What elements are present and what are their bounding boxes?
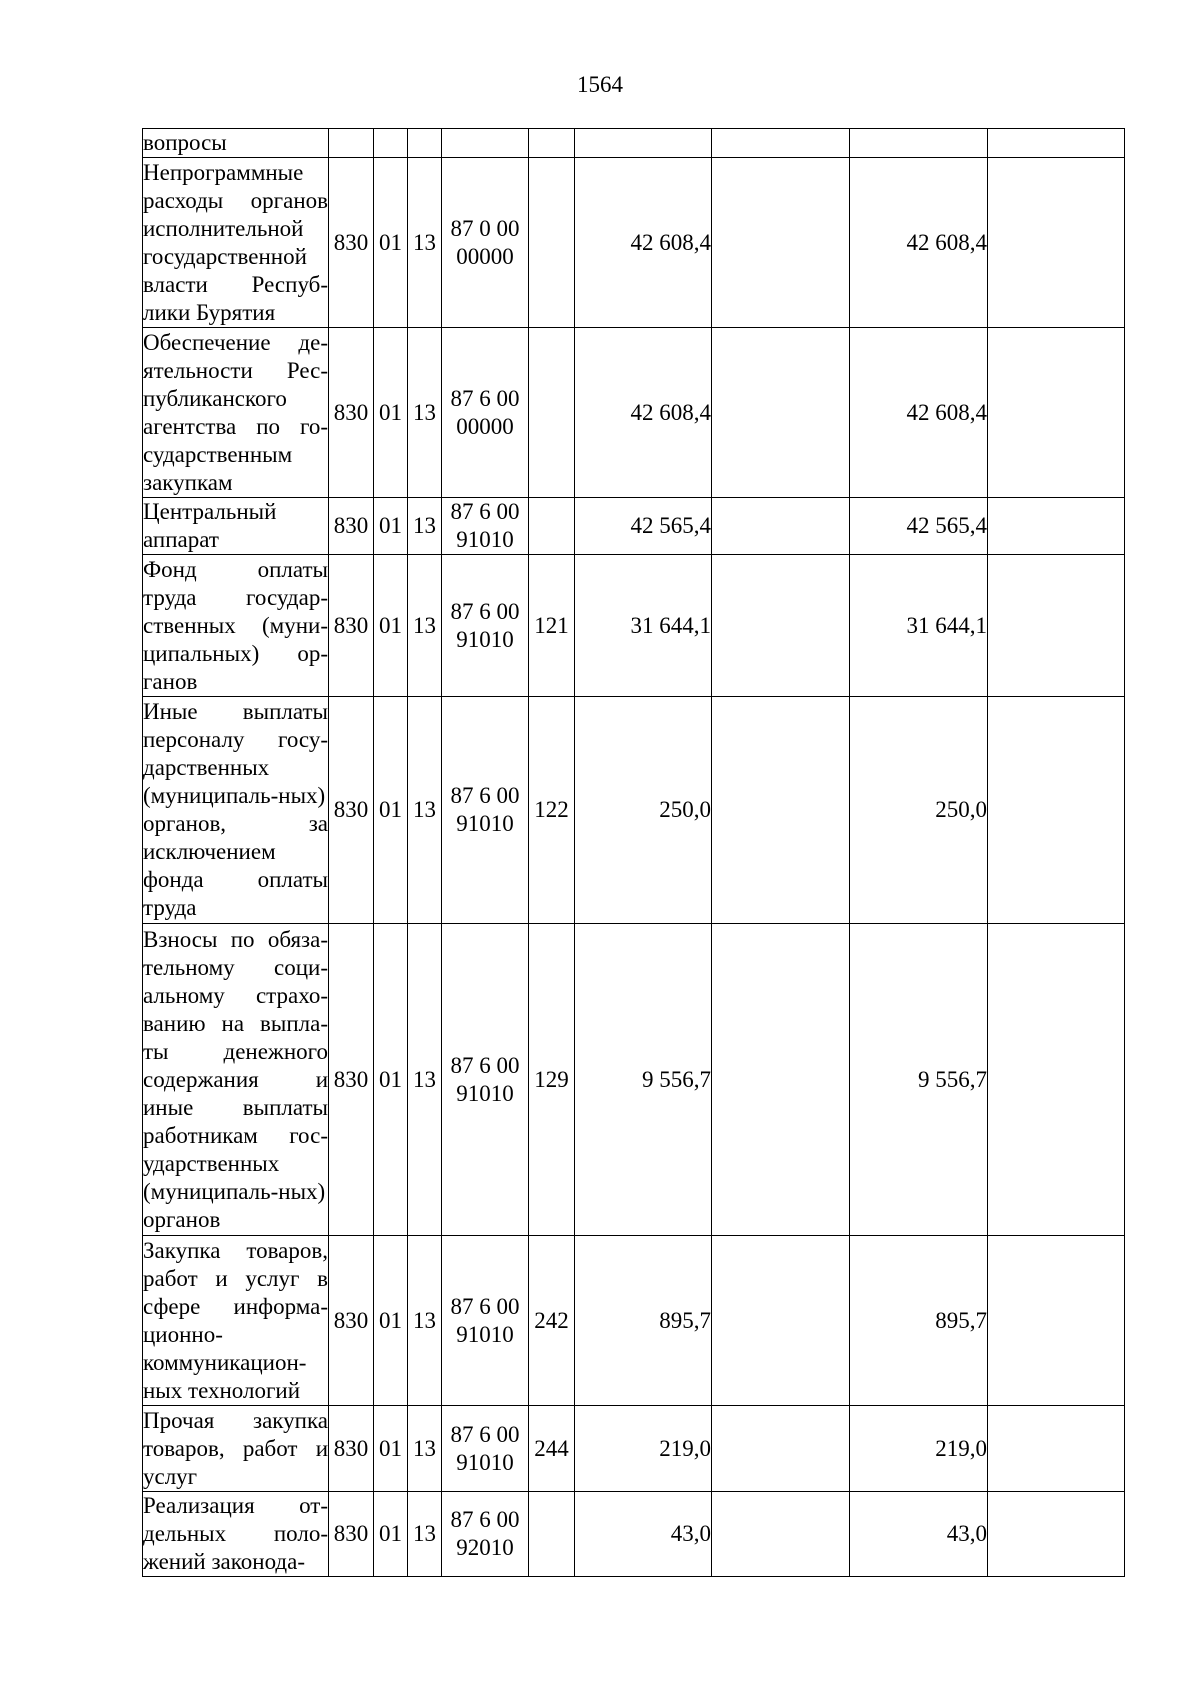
target-article-line: 87 6 00: [450, 499, 520, 524]
section-code-cell: 01: [374, 328, 408, 498]
target-article-line: 91010: [456, 811, 514, 836]
section-code-cell: 01: [374, 498, 408, 555]
target-article-line: 00000: [456, 413, 514, 439]
table-row: [143, 328, 1125, 498]
target-article-line: 87 6 00: [450, 1293, 520, 1319]
page-number: 1564: [577, 72, 623, 97]
amount-cell: 42 608,4: [575, 158, 712, 328]
amount-cell: [712, 1492, 850, 1577]
target-article-cell: [442, 1492, 529, 1577]
amount-cell: 43,0: [575, 1492, 712, 1577]
empty-cell: [988, 555, 1125, 697]
empty-cell: [988, 1406, 1125, 1492]
target-article-line: 91010: [456, 527, 514, 552]
table-row: [143, 555, 1125, 697]
amount-cell: [712, 1236, 850, 1406]
expense-type-cell: [529, 129, 575, 158]
target-article-line: 00000: [456, 243, 514, 269]
row-name-cell: Прочая закупка товаров, работ и услуг: [143, 1406, 329, 1492]
expense-type-cell: [529, 498, 575, 555]
target-article-cell: [442, 498, 529, 555]
section-code-cell: 01: [374, 1236, 408, 1406]
target-article-line: 87 6 00: [450, 783, 520, 808]
amount-cell: 31 644,1: [575, 555, 712, 697]
subsection-code-cell: 13: [408, 498, 442, 555]
empty-cell: [988, 697, 1125, 924]
expense-type-cell: 244: [529, 1406, 575, 1492]
expense-type-cell: [529, 158, 575, 328]
budget-table: [142, 128, 1125, 1577]
section-code-cell: 01: [374, 1406, 408, 1492]
amount-cell: 9 556,7: [850, 924, 988, 1236]
target-article-cell: [442, 158, 529, 328]
section-code-cell: 01: [374, 158, 408, 328]
empty-cell: [988, 158, 1125, 328]
subsection-code-cell: 13: [408, 158, 442, 328]
target-article-cell: [442, 924, 529, 1236]
target-article-cell: [442, 555, 529, 697]
grbs-code-cell: 830: [329, 1492, 374, 1577]
expense-type-cell: 242: [529, 1236, 575, 1406]
amount-cell: [575, 129, 712, 158]
section-code-cell: 01: [374, 924, 408, 1236]
table-row: [143, 1406, 1125, 1492]
amount-cell: [712, 555, 850, 697]
table-row: [143, 498, 1125, 555]
row-name-cell: Иные выплаты персоналу госу-дарственных (муниципаль-ных) органов, за исключением фонда оплаты труда: [143, 697, 329, 924]
empty-cell: [988, 498, 1125, 555]
table-row: [143, 1492, 1125, 1577]
target-article-line: 87 0 00: [450, 215, 520, 241]
grbs-code-cell: 830: [329, 158, 374, 328]
amount-cell: 219,0: [850, 1406, 988, 1492]
section-code-cell: [374, 129, 408, 158]
amount-cell: 42 608,4: [850, 158, 988, 328]
table-row: [143, 924, 1125, 1236]
grbs-code-cell: 830: [329, 328, 374, 498]
empty-cell: [988, 328, 1125, 498]
row-name-cell: Фонд оплаты труда государ-ственных (муни-ципальных) ор-ганов: [143, 555, 329, 697]
subsection-code-cell: 13: [408, 328, 442, 498]
amount-cell: 219,0: [575, 1406, 712, 1492]
empty-cell: [988, 1236, 1125, 1406]
target-article-line: 87 6 00: [450, 1052, 520, 1078]
amount-cell: [850, 129, 988, 158]
expense-type-cell: [529, 1492, 575, 1577]
target-article-cell: [442, 328, 529, 498]
empty-cell: [988, 1492, 1125, 1577]
subsection-code-cell: 13: [408, 1236, 442, 1406]
amount-cell: 895,7: [850, 1236, 988, 1406]
amount-cell: [712, 1406, 850, 1492]
row-name-cell: вопросы: [143, 129, 329, 158]
row-name-cell: Центральный аппарат: [143, 498, 329, 555]
table-row: [143, 158, 1125, 328]
expense-type-cell: 122: [529, 697, 575, 924]
row-name-cell: Реализация от-дельных поло-жений законода-: [143, 1492, 329, 1577]
amount-cell: 31 644,1: [850, 555, 988, 697]
target-article-line: 91010: [456, 626, 514, 652]
subsection-code-cell: 13: [408, 1406, 442, 1492]
target-article-line: 92010: [456, 1535, 514, 1560]
grbs-code-cell: 830: [329, 697, 374, 924]
amount-cell: [712, 697, 850, 924]
section-code-cell: 01: [374, 1492, 408, 1577]
row-name-cell: Закупка товаров, работ и услуг в сфере информа-ционно-коммуникацион-ных технологий: [143, 1236, 329, 1406]
subsection-code-cell: [408, 129, 442, 158]
target-article-line: 87 6 00: [450, 385, 520, 411]
section-code-cell: 01: [374, 555, 408, 697]
target-article-line: 91010: [456, 1449, 514, 1475]
target-article-line: 87 6 00: [450, 1507, 520, 1532]
empty-cell: [988, 129, 1125, 158]
amount-cell: [712, 129, 850, 158]
row-name-cell: Непрограммные расходы органов исполнительной государственной власти Респуб-лики Бурятия: [143, 158, 329, 328]
amount-cell: [712, 158, 850, 328]
table-row: [143, 1236, 1125, 1406]
amount-cell: 9 556,7: [575, 924, 712, 1236]
amount-cell: 42 565,4: [575, 498, 712, 555]
target-article-cell: [442, 129, 529, 158]
row-name-cell: Взносы по обяза-тельному соци-альному страхо-ванию на выпла-ты денежного содержания и иные выплаты работникам гос-ударственных (муниципаль-ных) органов: [143, 924, 329, 1236]
expense-type-cell: [529, 328, 575, 498]
target-article-cell: [442, 697, 529, 924]
amount-cell: 895,7: [575, 1236, 712, 1406]
amount-cell: 42 608,4: [850, 328, 988, 498]
grbs-code-cell: 830: [329, 555, 374, 697]
target-article-line: 87 6 00: [450, 1421, 520, 1447]
target-article-line: 91010: [456, 1321, 514, 1347]
empty-cell: [988, 924, 1125, 1236]
subsection-code-cell: 13: [408, 1492, 442, 1577]
target-article-cell: [442, 1236, 529, 1406]
target-article-cell: [442, 1406, 529, 1492]
expense-type-cell: 129: [529, 924, 575, 1236]
amount-cell: 43,0: [850, 1492, 988, 1577]
grbs-code-cell: 830: [329, 924, 374, 1236]
amount-cell: 250,0: [575, 697, 712, 924]
amount-cell: 250,0: [850, 697, 988, 924]
amount-cell: [712, 498, 850, 555]
target-article-line: 91010: [456, 1080, 514, 1106]
section-code-cell: 01: [374, 697, 408, 924]
table-row: [143, 697, 1125, 924]
table-row: [143, 129, 1125, 158]
row-name-cell: Обеспечение де-ятельности Рес-публиканского агентства по го-сударственным закупкам: [143, 328, 329, 498]
subsection-code-cell: 13: [408, 924, 442, 1236]
amount-cell: [712, 328, 850, 498]
subsection-code-cell: 13: [408, 555, 442, 697]
amount-cell: 42 608,4: [575, 328, 712, 498]
amount-cell: [712, 924, 850, 1236]
grbs-code-cell: 830: [329, 1236, 374, 1406]
grbs-code-cell: 830: [329, 1406, 374, 1492]
grbs-code-cell: 830: [329, 498, 374, 555]
amount-cell: 42 565,4: [850, 498, 988, 555]
target-article-line: 87 6 00: [450, 598, 520, 624]
grbs-code-cell: [329, 129, 374, 158]
expense-type-cell: 121: [529, 555, 575, 697]
subsection-code-cell: 13: [408, 697, 442, 924]
